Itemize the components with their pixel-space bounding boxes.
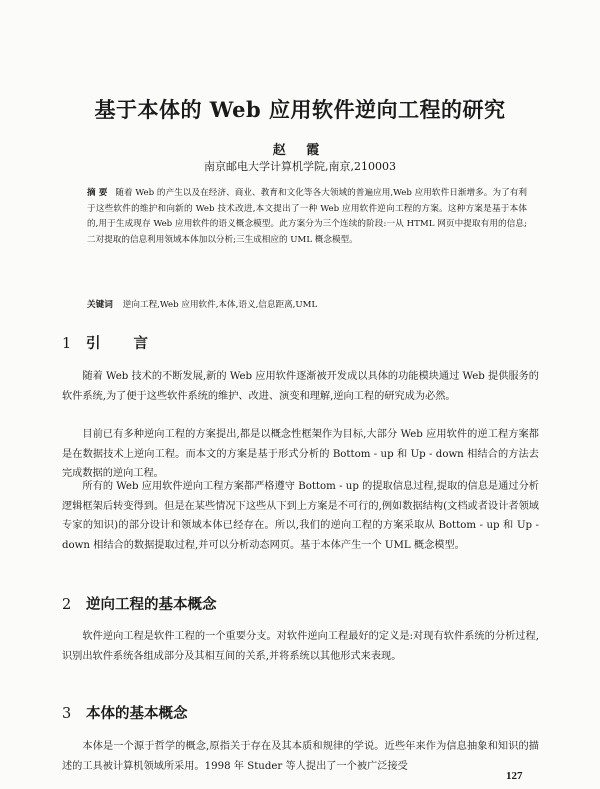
paragraph: 所有的 Web 应用软件逆向工程方案都严格遵守 Bottom - up 的提取信息过程,提取的信息是通过分析逻辑框架后转变得到。但是在某些情况下这些从下到上方案是不可行的,例如数据结构(文档或者设计者领域专家的知识)的部分设计和领域本体已经存在。所以,我们的逆向工程的方案采取从 Bottom - up 和 Up - down 相结合的数据提取过程,并可以分析动态网页。基于本体产生一个 UML 概念模型。 — [62, 481, 539, 551]
keywords-label: 关键词 — [87, 300, 113, 310]
abstract-text: 随着 Web 的产生以及在经济、商业、教育和文化等各大领域的普遍应用,Web 应用软件日渐增多。为了有利于这些软件的维护和向新的 Web 技术改进,本文提出了一种 Web 应用软件逆向工程的方案。这种方案是基于本体的,用于生成现存 Web 应用软件的语义概念模型。此方案分为三个连续的阶段:一从 HTML 网页中提取有用的信息;二对提取的信息利用领域本体加以分析;三生成相应的 UML 概念模型。 — [87, 188, 527, 245]
keywords-text: 逆向工程,Web 应用软件,本体,语义,信息距离,UML — [122, 300, 318, 310]
paragraph: 本体是一个源于哲学的概念,原指关于存在及其本质和规律的学说。近些年来作为信息抽象和知识的描述的工具被计算机领域所采用。1998 年 Studer 等人提出了一个被广泛接受 — [62, 741, 539, 772]
paragraph: 软件逆向工程是软件工程的一个重要分支。对软件逆向工程最好的定义是:对现有软件系统的分析过程,识别出软件系统各组成部分及其相互间的关系,并将系统以其他形式来表现。 — [62, 631, 539, 662]
paragraph: 目前已有多种逆向工程的方案提出,都是以概念性框架作为目标,大部分 Web 应用软件的逆工程方案都是在数据技术上逆向工程。而本文的方案是基于形式分析的 Bottom - up 和 Up - down 相结合的方法去完成数据的逆向工程。 — [62, 429, 539, 479]
section-number: 2 — [62, 597, 72, 613]
author-affiliation: 南京邮电大学计算机学院,南京,210003 — [204, 160, 396, 173]
section-heading-ontology — [62, 702, 188, 723]
paragraph: 随着 Web 技术的不断发展,新的 Web 应用软件逐渐被开发成以具体的功能模块通过 Web 提供服务的软件系统,为了便于这些软件系统的维护、改进、演变和理解,逆向工程的研究成为必然。 — [62, 371, 539, 402]
page-number: 127 — [506, 770, 523, 782]
section-title: 引 言 — [86, 336, 163, 352]
abstract-label: 摘 要 — [87, 188, 108, 198]
section-number: 1 — [62, 336, 72, 352]
section-number: 3 — [62, 706, 72, 722]
section-heading-introduction — [62, 332, 162, 353]
abstract-block — [87, 186, 527, 248]
section-title: 本体的基本概念 — [86, 706, 188, 722]
section-title: 逆向工程的基本概念 — [86, 597, 217, 613]
paper-title: 基于本体的 Web 应用软件逆向工程的研究 — [94, 97, 506, 122]
keywords-block — [87, 298, 527, 312]
section-heading-reverse-engineering — [62, 593, 217, 614]
author-name: 赵 霞 — [272, 143, 328, 158]
